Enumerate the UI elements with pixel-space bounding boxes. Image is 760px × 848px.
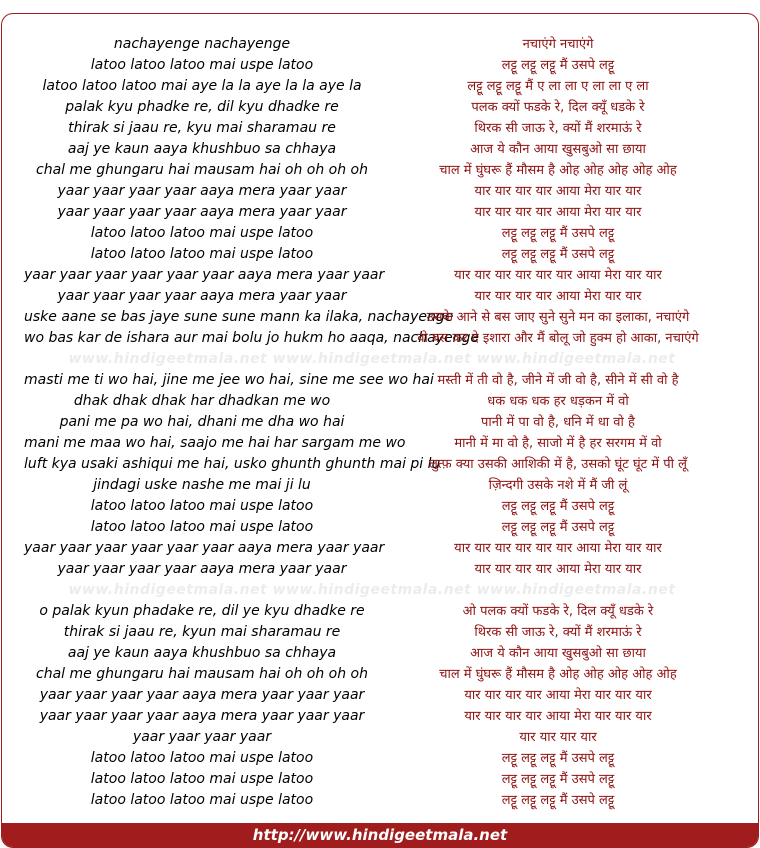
lyric-line: यार यार यार यार (519, 730, 597, 745)
footer-url-link[interactable]: http://www.hindigeetmala.net (252, 826, 508, 844)
lyric-line: लट्टू लट्टू लट्टू मैं उसपे लट्टू (501, 226, 615, 241)
footer-url-bar[interactable] (2, 823, 758, 847)
lyric-line: यार यार यार यार आया मेरा यार यार (474, 184, 642, 199)
lyric-line: jindagi uske nashe me mai ji lu (93, 477, 311, 493)
lyric-line: थिरक सी जाऊ रे, क्यों मैं शरमाऊं रे (474, 625, 642, 640)
lyric-line: वो बस कर दे इशारा और मैं बोलू जो हुक्म हो आका, नचाएंगे (417, 331, 699, 346)
lyric-line: यार यार यार यार यार यार आया मेरा यार यार (454, 268, 662, 283)
lyric-line: लट्टू लट्टू लट्टू मैं उसपे लट्टू (501, 58, 615, 73)
lyric-line: thirak si jaau re, kyun mai sharamau re (63, 624, 341, 640)
lyric-line: chal me ghungaru hai mausam hai oh oh oh oh (36, 162, 368, 178)
lyric-line: उसके आने से बस जाए सुने सुने मन का इलाका, नचाएंगे (426, 310, 690, 325)
lyric-line: dhak dhak dhak har dhadkan me wo (73, 393, 331, 409)
lyric-line: thirak si jaau re, kyu mai sharamau re (68, 120, 336, 136)
lyric-line: latoo latoo latoo mai uspe latoo (90, 246, 314, 262)
lyric-line: नचाएंगे नचाएंगे (522, 37, 594, 52)
lyric-line: yaar yaar yaar yaar aaya mera yaar yaar (57, 204, 347, 220)
lyric-line: yaar yaar yaar yaar aaya mera yaar yaar (57, 561, 347, 577)
lyric-line: mani me maa wo hai, saajo me hai har sargam me wo (24, 435, 406, 451)
lyric-line: लट्टू लट्टू लट्टू मैं उसपे लट्टू (501, 751, 615, 766)
lyric-line: luft kya usaki ashiqui me hai, usko ghunth ghunth mai pi lu (24, 456, 441, 472)
lyric-line: masti me ti wo hai, jine me jee wo hai, sine me see wo hai (24, 372, 434, 388)
lyric-line: yaar yaar yaar yaar (132, 729, 272, 745)
lyric-line: latoo latoo latoo mai uspe latoo (90, 750, 314, 766)
watermark-line (380, 580, 736, 601)
watermark-line (380, 349, 736, 370)
lyric-line: यार यार यार यार आया मेरा यार यार (474, 562, 642, 577)
lyric-line: लट्टू लट्टू लट्टू मैं ए ला ला ए ला ला ए ला (467, 79, 649, 94)
lyric-line: yaar yaar yaar yaar aaya mera yaar yaar (57, 288, 347, 304)
lyric-line: पानी में पा वो है, धनि में धा वो है (481, 415, 635, 430)
lyric-line: चाल में घुंघरू हैं मौसम है ओह ओह ओह ओह ओह (439, 667, 677, 682)
lyric-line: yaar yaar yaar yaar aaya mera yaar yaar yaar (39, 708, 365, 724)
watermark-line: www.hindigeetmala.net www.hindigeetmala.net www.hindigeetmala.net (68, 351, 676, 367)
lyric-line: yaar yaar yaar yaar aaya mera yaar yaar yaar (39, 687, 365, 703)
lyric-line: latoo latoo latoo mai uspe latoo (90, 57, 314, 73)
lyric-line: यार यार यार यार आया मेरा यार यार (474, 289, 642, 304)
lyric-line: यार यार यार यार आया मेरा यार यार यार (464, 688, 652, 703)
lyric-line: yaar yaar yaar yaar aaya mera yaar yaar (57, 183, 347, 199)
lyric-line: latoo latoo latoo mai uspe latoo (90, 519, 314, 535)
lyric-line: लट्टू लट्टू लट्टू मैं उसपे लट्टू (501, 793, 615, 808)
lyric-line: आज ये कौन आया खुसबुओ सा छाया (470, 646, 646, 661)
lyric-line: थिरक सी जाऊ रे, क्यों मैं शरमाऊं रे (474, 121, 642, 136)
lyric-line: लट्टू लट्टू लट्टू मैं उसपे लट्टू (501, 499, 615, 514)
lyric-line: chal me ghungaru hai mausam hai oh oh oh oh (36, 666, 368, 682)
hindi-lyrics-column (380, 34, 736, 811)
lyric-line: latoo latoo latoo mai uspe latoo (90, 792, 314, 808)
lyric-line: latoo latoo latoo mai uspe latoo (90, 771, 314, 787)
lyric-line: यार यार यार यार आया मेरा यार यार (474, 205, 642, 220)
lyric-line: o palak kyun phadake re, dil ye kyu dhadke re (39, 603, 365, 619)
lyric-line: मानी में मा वो है, साजो में है हर सरगम में वो (454, 436, 662, 451)
lyric-line: धक धक धक हर धड़कन में वो (487, 394, 629, 409)
lyric-line: yaar yaar yaar yaar yaar yaar aaya mera yaar yaar (24, 540, 385, 556)
lyric-line: पलक क्यों फडके रे, दिल क्यूँ धडके रे (471, 100, 645, 115)
lyric-line: लुत्फ़ क्या उसकी आशिकी में है, उसको घूंट घूंट में पी लूँ (429, 457, 687, 472)
lyric-line: लट्टू लट्टू लट्टू मैं उसपे लट्टू (501, 520, 615, 535)
lyric-line: aaj ye kaun aaya khushbuo sa chhaya (67, 645, 337, 661)
lyric-line: चाल में घुंघरू हैं मौसम है ओह ओह ओह ओह ओह (439, 163, 677, 178)
lyric-line: latoo latoo latoo mai uspe latoo (90, 225, 314, 241)
lyric-line: pani me pa wo hai, dhani me dha wo hai (59, 414, 345, 430)
lyric-line: मस्ती में ती वो है, जीने में जी वो है, सीने में सी वो है (437, 373, 679, 388)
lyric-line: लट्टू लट्टू लट्टू मैं उसपे लट्टू (501, 247, 615, 262)
lyric-line: yaar yaar yaar yaar yaar yaar aaya mera yaar yaar (24, 267, 385, 283)
lyric-line: latoo latoo latoo mai uspe latoo (90, 498, 314, 514)
lyric-line: आज ये कौन आया खुसबुओ सा छाया (470, 142, 646, 157)
lyric-line: यार यार यार यार आया मेरा यार यार यार (464, 709, 652, 724)
lyric-line: nachayenge nachayenge (113, 36, 291, 52)
lyric-line: palak kyu phadke re, dil kyu dhadke re (65, 99, 339, 115)
lyric-line: यार यार यार यार यार यार आया मेरा यार यार (454, 541, 662, 556)
lyric-line: uske aane se bas jaye sune sune mann ka ilaka, nachayenge (24, 309, 454, 325)
lyric-line: ज़िन्दगी उसके नशे में मैं जी लूं (488, 478, 628, 493)
lyric-line: latoo latoo latoo mai aye la la aye la la aye la (42, 78, 362, 94)
lyrics-panel (1, 13, 759, 848)
lyric-line: ओ पलक क्यों फडके रे, दिल क्यूँ धडके रे (462, 604, 654, 619)
lyric-line: aaj ye kaun aaya khushbuo sa chhaya (67, 141, 337, 157)
lyric-line: wo bas kar de ishara aur mai bolu jo hukm ho aaqa, nachayenge (24, 330, 479, 346)
lyric-line: लट्टू लट्टू लट्टू मैं उसपे लट्टू (501, 772, 615, 787)
watermark-line: www.hindigeetmala.net www.hindigeetmala.net www.hindigeetmala.net (68, 582, 676, 598)
